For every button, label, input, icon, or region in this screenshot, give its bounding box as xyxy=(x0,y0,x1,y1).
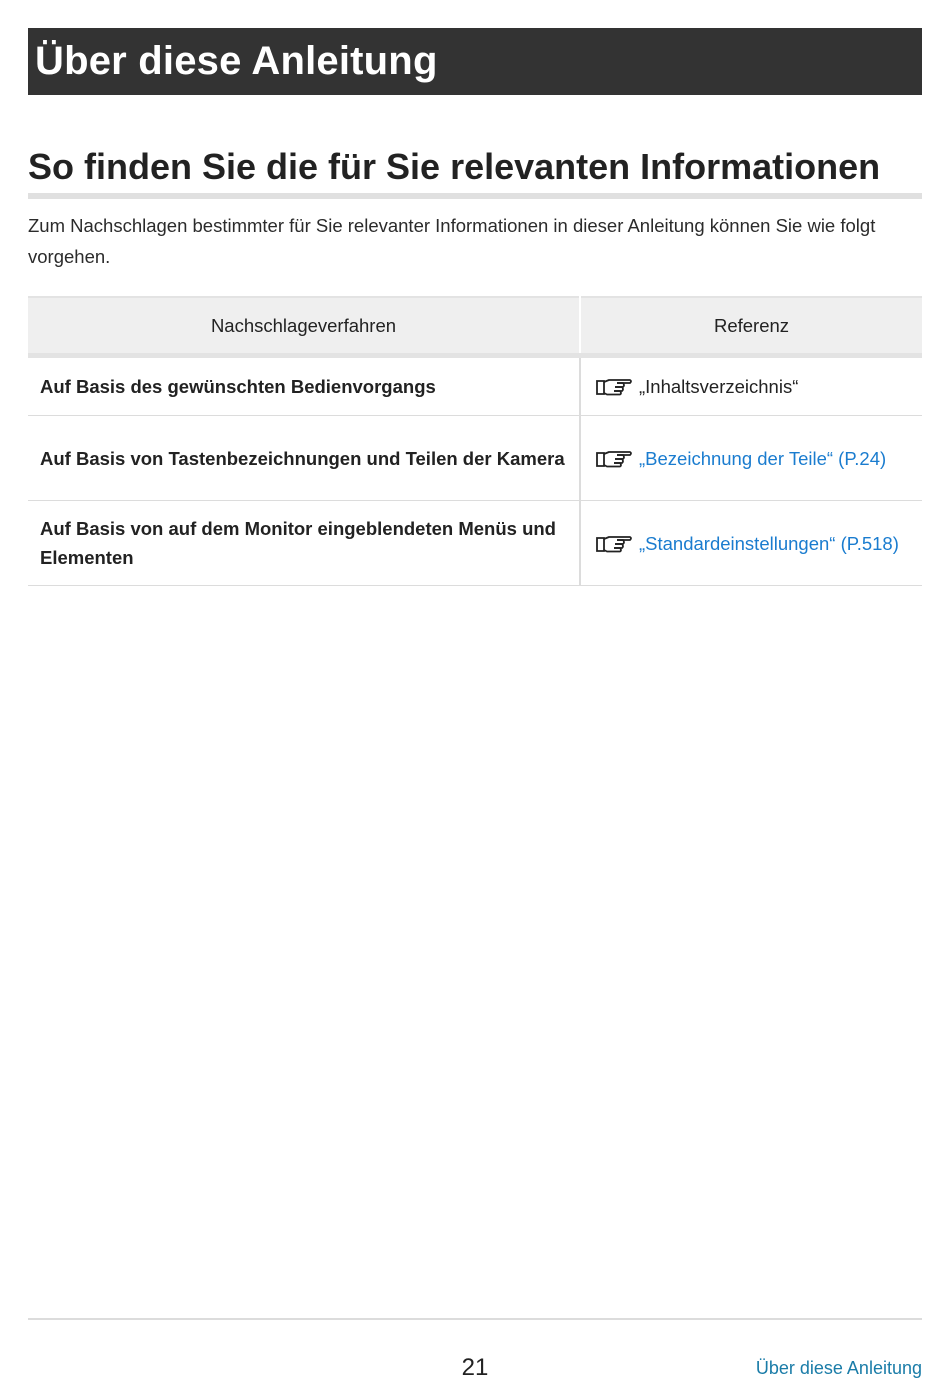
method-cell: Auf Basis des gewünschten Bedienvorgangs xyxy=(28,356,580,416)
method-cell: Auf Basis von auf dem Monitor eingeblendeten Menüs und Elementen xyxy=(28,501,580,586)
footer-divider xyxy=(28,1318,922,1320)
page-number: 21 xyxy=(461,1354,489,1381)
reference-cell xyxy=(580,356,922,416)
chapter-header-bar xyxy=(28,28,922,95)
table-row xyxy=(28,416,922,501)
pointing-hand-icon xyxy=(595,447,633,469)
reference-text: „Inhaltsverzeichnis“ xyxy=(639,376,799,397)
table-row xyxy=(28,501,922,586)
pointing-hand-icon xyxy=(595,532,633,554)
pointing-hand-icon xyxy=(595,375,633,397)
reference-link-parts[interactable]: „Bezeichnung der Teile“ (P.24) xyxy=(639,447,887,469)
intro-paragraph: Zum Nachschlagen bestimmter für Sie relevanter Informationen in dieser Anleitung können Sie wie folgt vorgehen. xyxy=(28,215,876,267)
reference-table xyxy=(28,296,922,586)
footer-chapter-link[interactable]: Über diese Anleitung xyxy=(755,1358,922,1378)
reference-cell xyxy=(580,416,922,501)
method-cell: Auf Basis von Tastenbezeichnungen und Teilen der Kamera xyxy=(28,416,580,501)
column-header-reference: Referenz xyxy=(580,297,922,356)
section-divider xyxy=(28,193,922,199)
table-row xyxy=(28,356,922,416)
reference-link-default-settings[interactable]: „Standardeinstellungen“ (P.518) xyxy=(639,532,899,554)
section-title: So finden Sie die für Sie relevanten Informationen xyxy=(28,146,881,187)
reference-cell xyxy=(580,501,922,586)
chapter-title: Über diese Anleitung xyxy=(35,39,438,83)
column-header-method: Nachschlageverfahren xyxy=(28,297,580,356)
table-header-row xyxy=(28,297,922,356)
